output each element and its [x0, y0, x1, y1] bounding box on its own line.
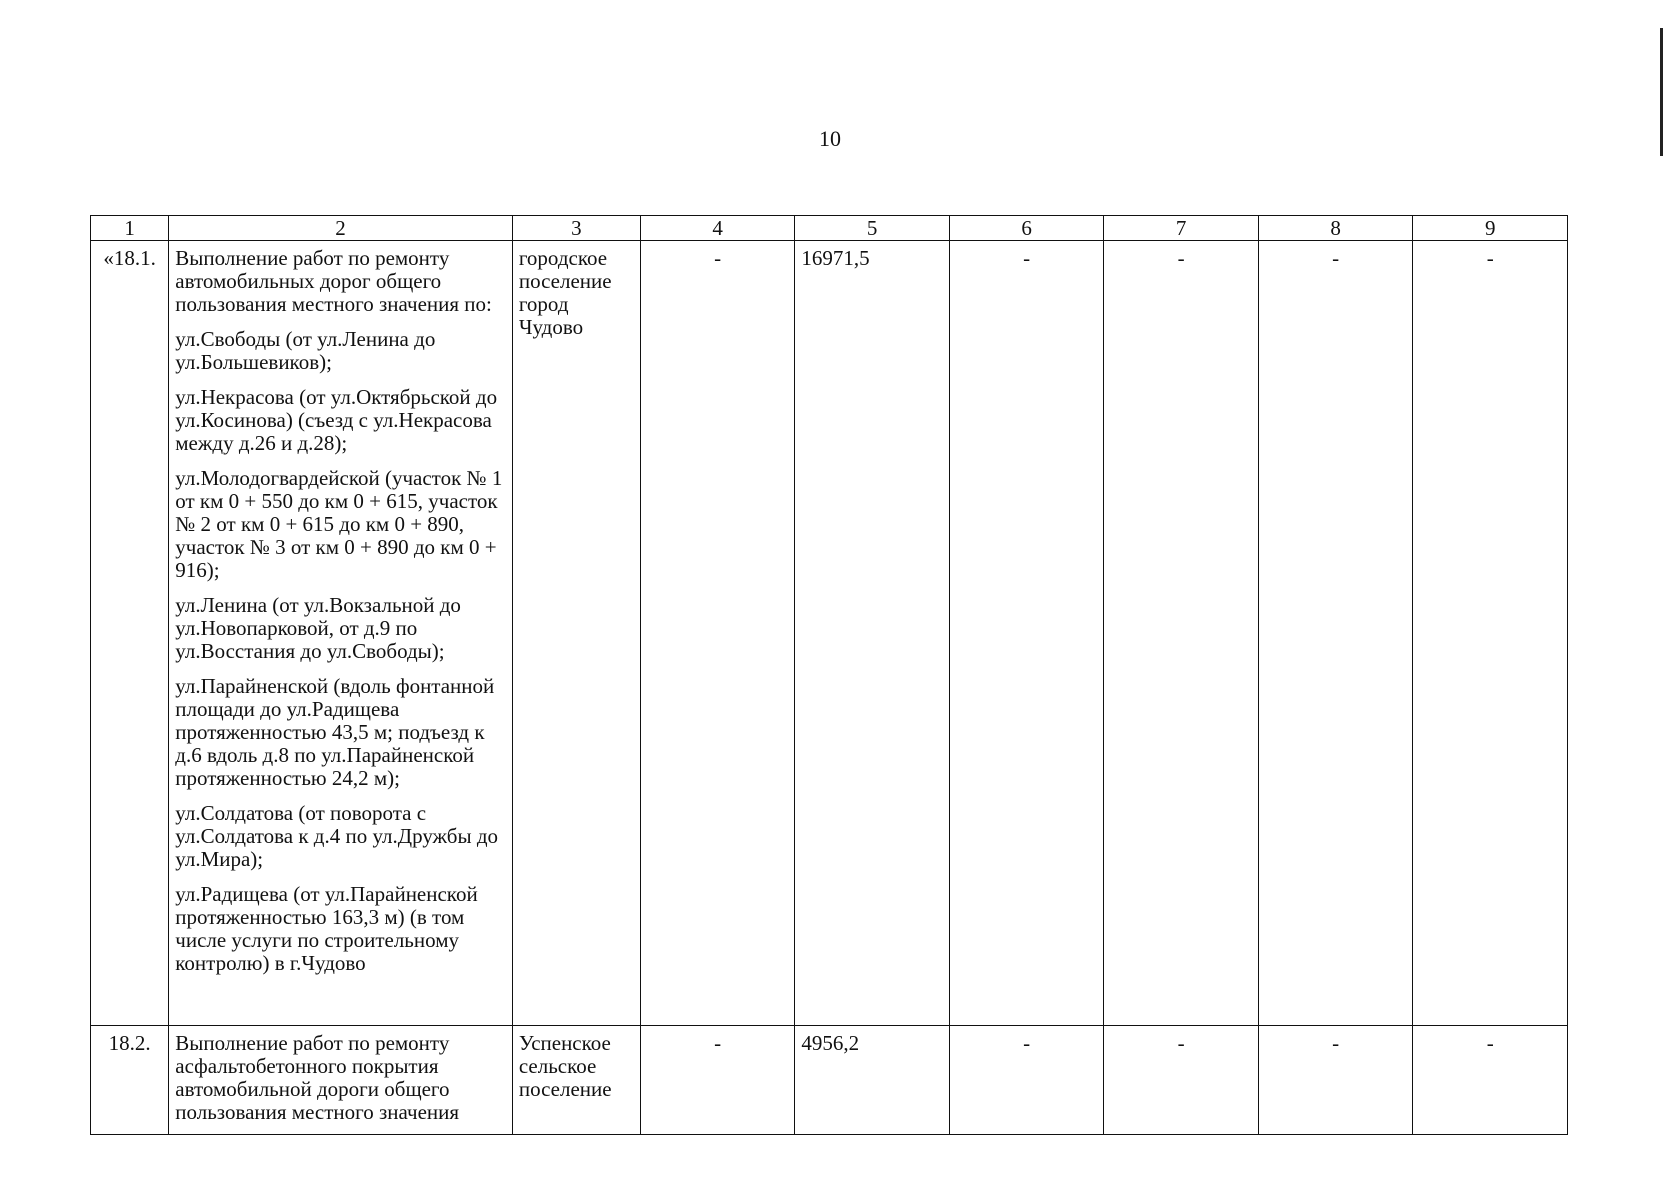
description-paragraph: ул.Парайненской (вдоль фонтанной площади до ул.Радищева протяженностью 43,5 м; подъезд к д.6 вдоль д.8 по ул.Парайненской протяженностью 24,2 м); — [175, 674, 495, 790]
column-number: 8 — [1258, 216, 1413, 241]
column-number: 6 — [949, 216, 1104, 241]
works-table — [90, 215, 1568, 1135]
settlement-name: Успенское сельское поселение — [512, 1026, 640, 1135]
cell-col8: - — [1258, 241, 1413, 1026]
cell-col8: - — [1258, 1026, 1413, 1135]
column-number: 5 — [795, 216, 950, 241]
description-paragraph: Выполнение работ по ремонту автомобильных дорог общего пользования местного значения по: — [175, 246, 492, 316]
description-paragraph: ул.Свободы (от ул.Ленина до ул.Большевиков); — [175, 327, 436, 374]
cell-col4: - — [640, 241, 795, 1026]
table-row — [91, 241, 1568, 1026]
cell-col7: - — [1104, 1026, 1259, 1135]
description-paragraph: ул.Солдатова (от поворота с ул.Солдатова к д.4 по ул.Дружбы до ул.Мира); — [175, 801, 499, 871]
cell-col6: - — [949, 241, 1104, 1026]
cell-col6: - — [949, 1026, 1104, 1135]
column-number-row — [91, 216, 1568, 241]
description-paragraph: Выполнение работ по ремонту асфальтобетонного покрытия автомобильной дороги общего пользования местного значения — [175, 1031, 460, 1124]
work-description — [169, 241, 513, 1026]
column-number: 1 — [91, 216, 169, 241]
cell-col7: - — [1104, 241, 1259, 1026]
description-paragraph: ул.Молодогвардейской (участок № 1 от км 0 + 550 до км 0 + 615, участок № 2 от км 0 + 615 до км 0 + 890, участок № 3 от км 0 + 890 до км 0 + 916); — [175, 466, 503, 582]
description-paragraph: ул.Некрасова (от ул.Октябрьской до ул.Косинова) (съезд с ул.Некрасова между д.26 и д.28); — [175, 385, 498, 455]
cell-col9: - — [1413, 241, 1568, 1026]
scan-edge-mark — [1660, 28, 1663, 156]
page-number: 10 — [819, 126, 841, 151]
work-description — [169, 1026, 513, 1135]
cell-col5-amount: 16971,5 — [795, 241, 950, 1026]
table-row — [91, 1026, 1568, 1135]
cell-col5-amount: 4956,2 — [795, 1026, 950, 1135]
cell-col9: - — [1413, 1026, 1568, 1135]
column-number: 3 — [512, 216, 640, 241]
column-number: 9 — [1413, 216, 1568, 241]
column-number: 4 — [640, 216, 795, 241]
cell-col4: - — [640, 1026, 795, 1135]
description-paragraph: ул.Ленина (от ул.Вокзальной до ул.Новопарковой, от д.9 по ул.Восстания до ул.Свободы); — [175, 593, 461, 663]
column-number: 2 — [169, 216, 513, 241]
row-number: 18.2. — [91, 1026, 169, 1135]
column-number: 7 — [1104, 216, 1259, 241]
row-number: «18.1. — [91, 241, 169, 1026]
settlement-name: городское поселение город Чудово — [512, 241, 640, 1026]
description-paragraph: ул.Радищева (от ул.Парайненской протяженностью 163,3 м) (в том числе услуги по строительному контролю) в г.Чудово — [175, 882, 478, 975]
